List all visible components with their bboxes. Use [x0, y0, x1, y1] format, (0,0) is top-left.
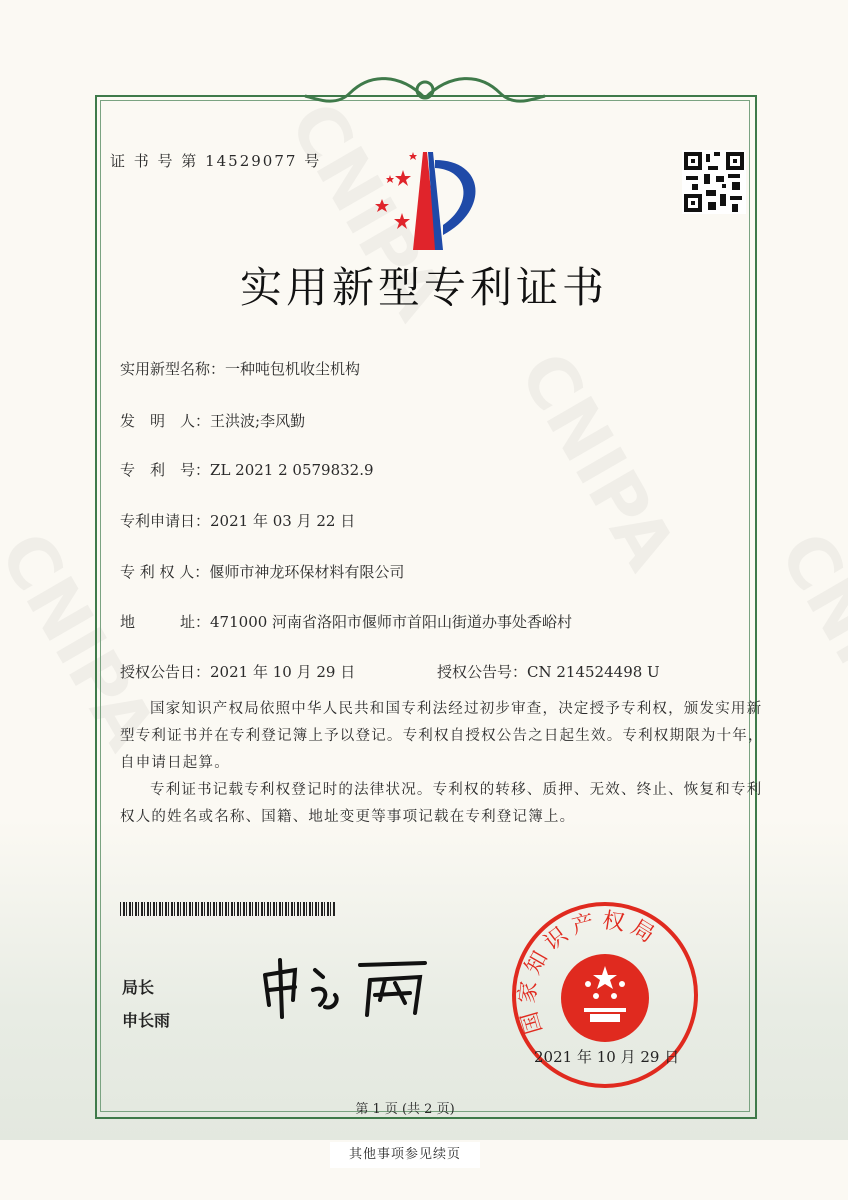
field-label: 专 利 号：: [120, 461, 211, 479]
field-inventors: [120, 410, 305, 431]
field-announcement-number: [437, 661, 660, 682]
certificate-statement: [120, 696, 770, 831]
qr-code[interactable]: [682, 150, 746, 214]
field-grant-date: [120, 661, 355, 682]
barcode: [120, 902, 335, 916]
field-utility-model-name: [120, 358, 360, 379]
field-value: 2021 年 10 月 29 日: [210, 663, 356, 681]
continuation-note: 其他事项参见续页: [330, 1142, 480, 1168]
qr-code-icon: [682, 150, 746, 214]
field-value: 偃师市神龙环保材料有限公司: [209, 563, 405, 581]
statement-paragraph: 国家知识产权局依照中华人民共和国专利法经过初步审查，决定授予专利权，颁发实用新型专利证书并在专利登记簿上予以登记。专利权自授权公告之日起生效。专利权期限为十年，自申请日起算。: [120, 701, 764, 771]
seal-text: 国家知识产权局: [516, 908, 664, 1037]
ornament-top-icon: [300, 68, 550, 118]
field-label: 实用新型名称：: [120, 360, 226, 378]
director-signature-icon: [255, 955, 440, 1020]
field-label: 授权公告日：: [120, 663, 211, 681]
official-seal: [512, 902, 698, 1088]
certificate-title: 实用新型专利证书: [239, 263, 608, 312]
field-value: 2021 年 03 月 22 日: [210, 512, 356, 530]
field-label: 地 址：: [120, 613, 211, 631]
field-value: 王洪波;李风勤: [210, 412, 306, 430]
field-label: 授权公告号：: [437, 663, 528, 681]
field-patentee: [120, 561, 404, 582]
cnipa-logo-icon: [365, 150, 490, 250]
field-label: 发 明 人：: [120, 412, 211, 430]
statement-paragraph: 专利证书记载专利权登记时的法律状况。专利权的转移、质押、无效、终止、恢复和专利权人的姓名或名称、国籍、地址变更等事项记载在专利登记簿上。: [120, 782, 763, 825]
field-label: 专利申请日：: [120, 512, 211, 530]
field-value: 471000 河南省洛阳市偃师市首阳山街道办事处香峪村: [210, 613, 573, 631]
field-application-date: [120, 510, 355, 531]
director-title: 局长: [122, 978, 155, 997]
director-name: 申长雨: [122, 1011, 171, 1030]
field-value: ZL 2021 2 0579832.9: [210, 461, 374, 479]
certificate-number: 证 书 号 第 14529077 号: [110, 152, 322, 170]
field-value: 一种吨包机收尘机构: [225, 360, 361, 378]
field-label: 专 利 权 人：: [120, 563, 210, 581]
page-number: 第 1 页 (共 2 页): [355, 1102, 455, 1117]
field-value: CN 214524498 U: [527, 663, 660, 681]
field-patent-number: [120, 459, 374, 480]
field-address: [120, 611, 572, 632]
watermark: [763, 519, 848, 764]
seal-date: 2021 年 10 月 29 日: [534, 1048, 680, 1066]
